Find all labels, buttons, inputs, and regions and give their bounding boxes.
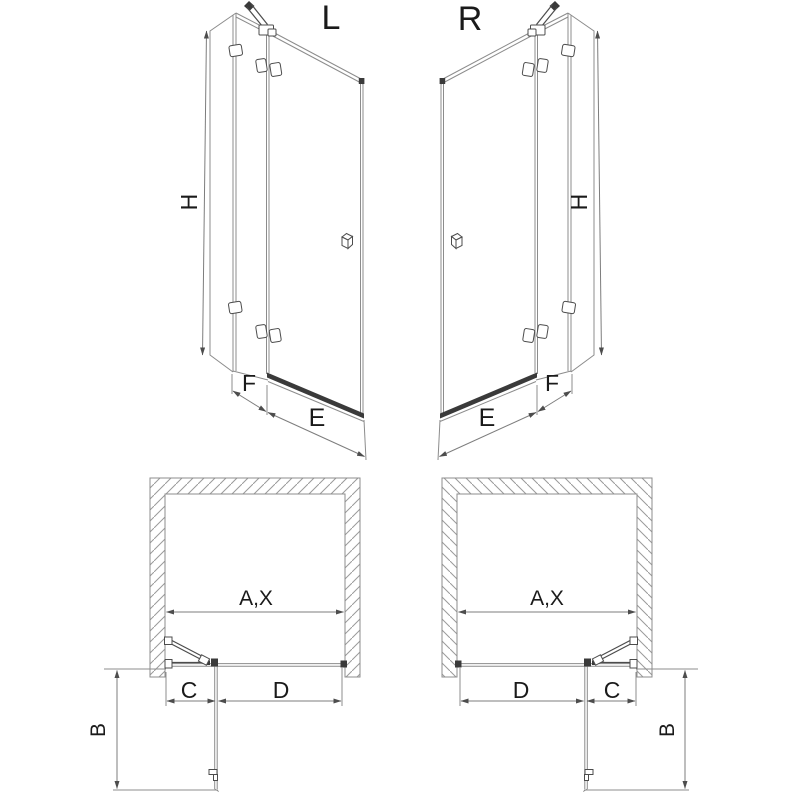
dim-label-c-left: C [180, 677, 198, 703]
side-return-panel [210, 13, 236, 372]
niche-walls [150, 478, 360, 677]
iso-right-title: R [457, 0, 483, 38]
dim-label-b-left: B [87, 722, 110, 738]
door-handle [209, 770, 217, 775]
dim-line-height [203, 31, 207, 355]
dim-label-c-right: C [603, 677, 621, 703]
plan-left-drawing [104, 478, 360, 792]
dim-label-ax-right: A,X [530, 587, 564, 610]
glass-panels [233, 13, 364, 416]
labels-layer [87, 0, 679, 737]
dim-label-e-left: E [308, 404, 326, 432]
end-bracket [341, 661, 348, 668]
dim-label-f-left: F [241, 370, 257, 396]
door-knob [342, 234, 353, 249]
pivot-block [211, 659, 218, 667]
plan-right-drawing [442, 478, 698, 792]
dim-label-d-right: D [512, 677, 530, 703]
wall-profile [165, 660, 172, 669]
support-bar [244, 1, 276, 36]
dim-label-ax-left: A,X [239, 587, 273, 610]
glass-line [165, 659, 347, 669]
dim-label-e-right: E [478, 404, 496, 432]
dim-label-h-right: H [566, 193, 592, 211]
wall-brackets [228, 44, 243, 314]
iso-right-drawing [438, 1, 602, 460]
open-door-leaf [209, 667, 219, 792]
iso-left-drawing [203, 1, 367, 460]
dim-door-projection [104, 669, 218, 790]
dim-label-f-right: F [544, 370, 560, 396]
dim-label-b-right: B [656, 722, 679, 738]
door-top-cap [359, 78, 365, 84]
dim-label-d-left: D [272, 677, 290, 703]
dim-label-h-left: H [176, 193, 202, 211]
iso-left-title: L [321, 0, 341, 37]
